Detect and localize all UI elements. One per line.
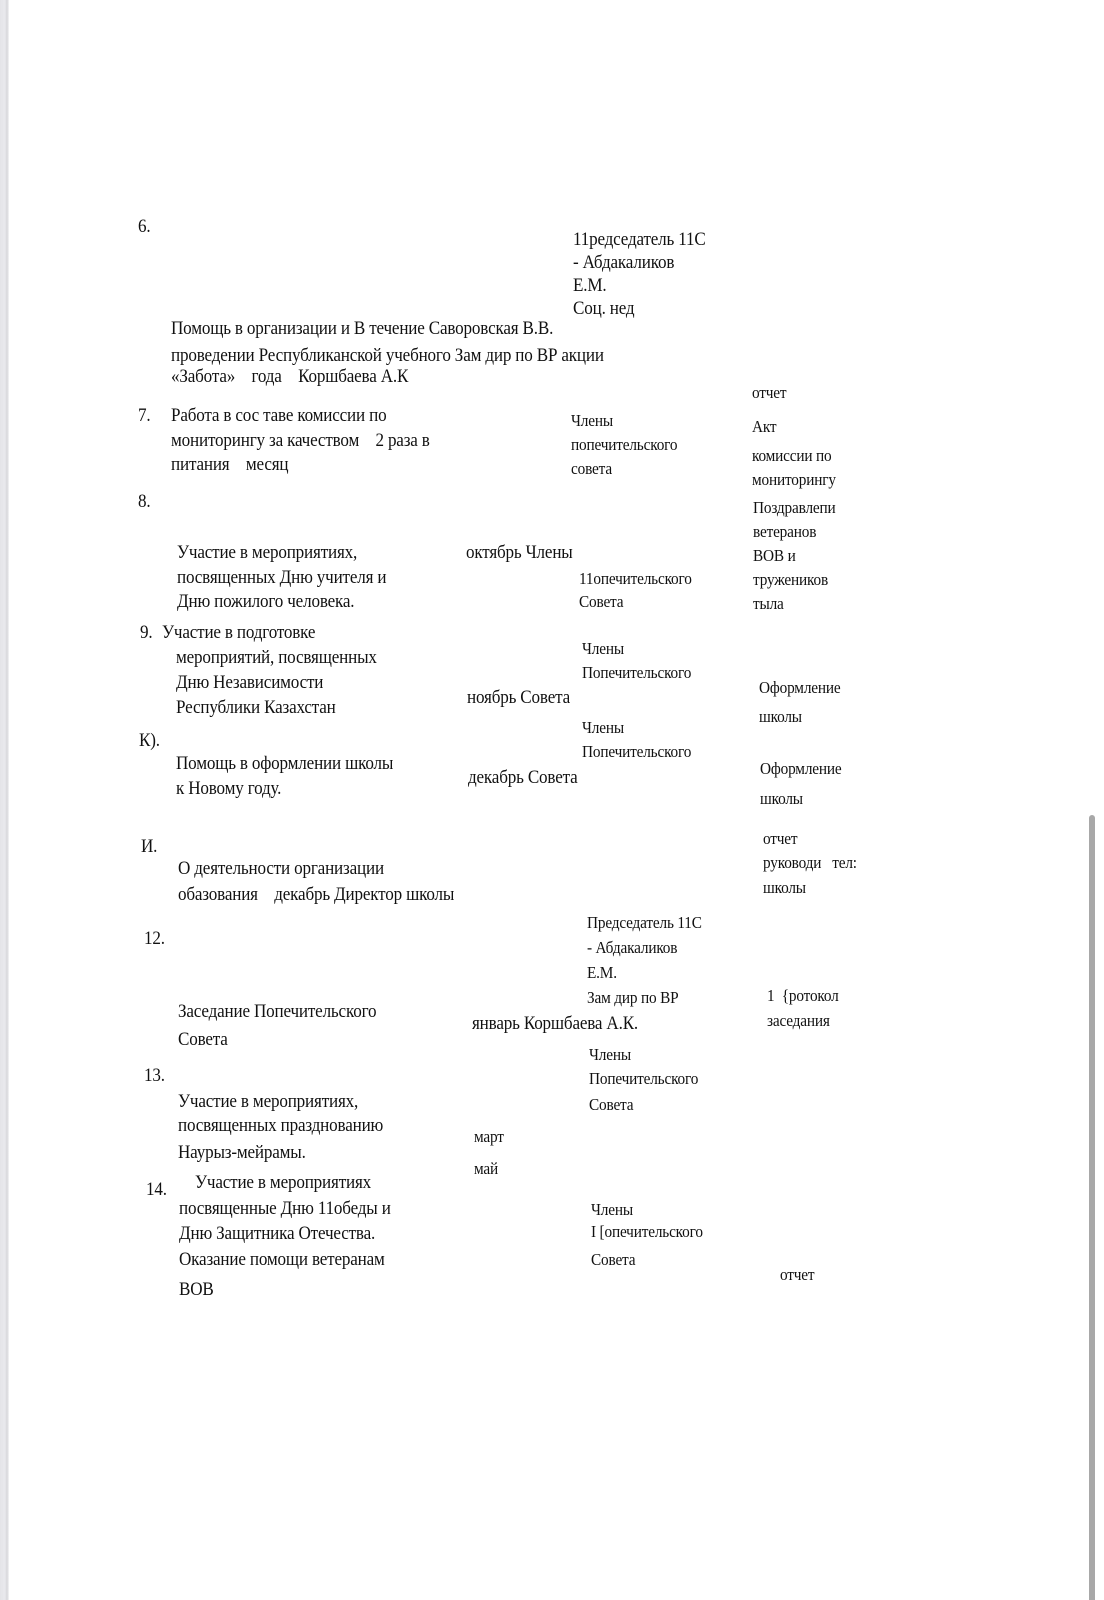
item-number: 13. <box>144 1065 165 1086</box>
item-text-line: Работа в сос таве комиссии по <box>171 405 387 426</box>
responsible-line: Совета <box>591 1250 636 1269</box>
item-text-line: Участие в мероприятиях, <box>178 1091 359 1112</box>
date-text: май <box>474 1159 499 1178</box>
responsible-line: Совета <box>589 1095 634 1114</box>
item-text-line: к Новому году. <box>176 778 282 799</box>
item-text-line: Дню Независимости <box>176 672 324 693</box>
item-text-line: мероприятий, посвященных <box>176 647 377 668</box>
result-line: школы <box>760 789 803 808</box>
item-text-line: Участие в мероприятиях, <box>177 542 358 563</box>
date-responsible: декабрь Совета <box>468 767 578 788</box>
item-text-line: Участие в мероприятиях <box>195 1172 372 1193</box>
result-line: 1 {ротокол <box>767 986 839 1005</box>
result-line: школы <box>759 707 802 726</box>
result-line: Оформление <box>760 759 842 778</box>
responsible-line: совета <box>571 459 612 478</box>
item-number: 8. <box>138 491 151 512</box>
result-line: комиссии по <box>752 446 832 465</box>
item-text-line: Республики Казахстан <box>176 697 336 718</box>
item-text-line: Дню пожилого человека. <box>177 591 355 612</box>
item-text-line: Совета <box>178 1029 228 1050</box>
responsible-line: - Абдакаликов <box>587 938 678 957</box>
item-number: 9. <box>140 622 153 643</box>
item-text-line: Наурыз-мейрамы. <box>178 1142 306 1163</box>
item-text-line: О деятельности организации <box>178 858 384 879</box>
item-number: 12. <box>144 928 165 949</box>
responsible-line: Члены <box>582 718 624 737</box>
item-text-line: посвященные Дню 11обеды и <box>179 1198 391 1219</box>
item-text-line: посвященных празднованию <box>178 1115 384 1136</box>
responsible-line: Председатель 11С <box>587 913 702 932</box>
date-text: март <box>474 1127 504 1146</box>
responsible-line: Попечительского <box>582 742 692 761</box>
responsible-line: Члены <box>589 1045 631 1064</box>
responsible-line: попечительского <box>571 435 678 454</box>
item-number: 14. <box>146 1179 167 1200</box>
responsible-line: Члены <box>571 411 613 430</box>
item-text-line: «Забота» года Коршбаева А.К <box>171 366 409 387</box>
responsible-line: Е.М. <box>573 275 607 296</box>
item-number: И. <box>141 836 158 857</box>
result-line: мониторингу <box>752 470 836 489</box>
item-text-line: посвященных Дню учителя и <box>177 567 387 588</box>
responsible-line: Члены <box>582 639 624 658</box>
item-text-line: Дню Защитника Отечества. <box>179 1223 376 1244</box>
result-text: отчет <box>780 1265 815 1284</box>
responsible-line: I [опечительского <box>591 1222 703 1241</box>
result-line: Оформление <box>759 678 841 697</box>
responsible-line: Зам дир по ВР <box>587 988 679 1007</box>
result-line: школы <box>763 878 806 897</box>
date-responsible: январь Коршбаева А.К. <box>472 1013 639 1034</box>
responsible-line: Попечительского <box>589 1069 699 1088</box>
responsible-line: - Абдакаликов <box>573 252 675 273</box>
item-text-line: обазования декабрь Директор школы <box>178 884 455 905</box>
result-line: руководи тел: <box>763 853 857 872</box>
responsible-line: Е.М. <box>587 963 617 982</box>
responsible-line: Члены <box>591 1200 633 1219</box>
responsible-line: Попечительского <box>582 663 692 682</box>
responsible-line: 11опечительского <box>579 569 692 588</box>
item-number: К). <box>139 730 160 751</box>
item-text-line: питания месяц <box>171 454 289 475</box>
result-line: Поздравлепи <box>753 498 836 517</box>
result-line: Акт <box>752 417 777 436</box>
item-number: 6. <box>138 216 151 237</box>
result-line: заседания <box>767 1011 830 1030</box>
result-line: ВОВ и <box>753 546 796 565</box>
result-line: отчет <box>763 829 798 848</box>
item-number: 7. <box>138 405 151 426</box>
result-line: ветеранов <box>753 522 817 541</box>
result-text: отчет <box>752 383 787 402</box>
date-responsible: ноябрь Совета <box>467 687 571 708</box>
item-text-line: мониторингу за качеством 2 раза в <box>171 430 430 451</box>
item-text-line: проведении Республиканской учебного Зам дир по ВР акции <box>171 345 604 366</box>
item-text-line: Заседание Попечительского <box>178 1001 377 1022</box>
responsible-line: 11редседатель 11С <box>573 229 706 250</box>
item-text-line: Помощь в организации и В течение Саворовская В.В. <box>171 318 554 339</box>
date-responsible: октябрь Члены <box>466 542 573 563</box>
result-line: тружеников <box>753 570 829 589</box>
responsible-line: Совета <box>579 592 624 611</box>
result-line: тыла <box>753 594 784 613</box>
responsible-line: Соц. нед <box>573 298 635 319</box>
vertical-scrollbar[interactable] <box>1089 815 1095 1600</box>
item-text-line: Оказание помощи ветеранам <box>179 1249 385 1270</box>
item-text-line: ВОВ <box>179 1279 214 1300</box>
item-text-line: Помощь в оформлении школы <box>176 753 394 774</box>
item-text-line: Участие в подготовке <box>162 622 316 643</box>
